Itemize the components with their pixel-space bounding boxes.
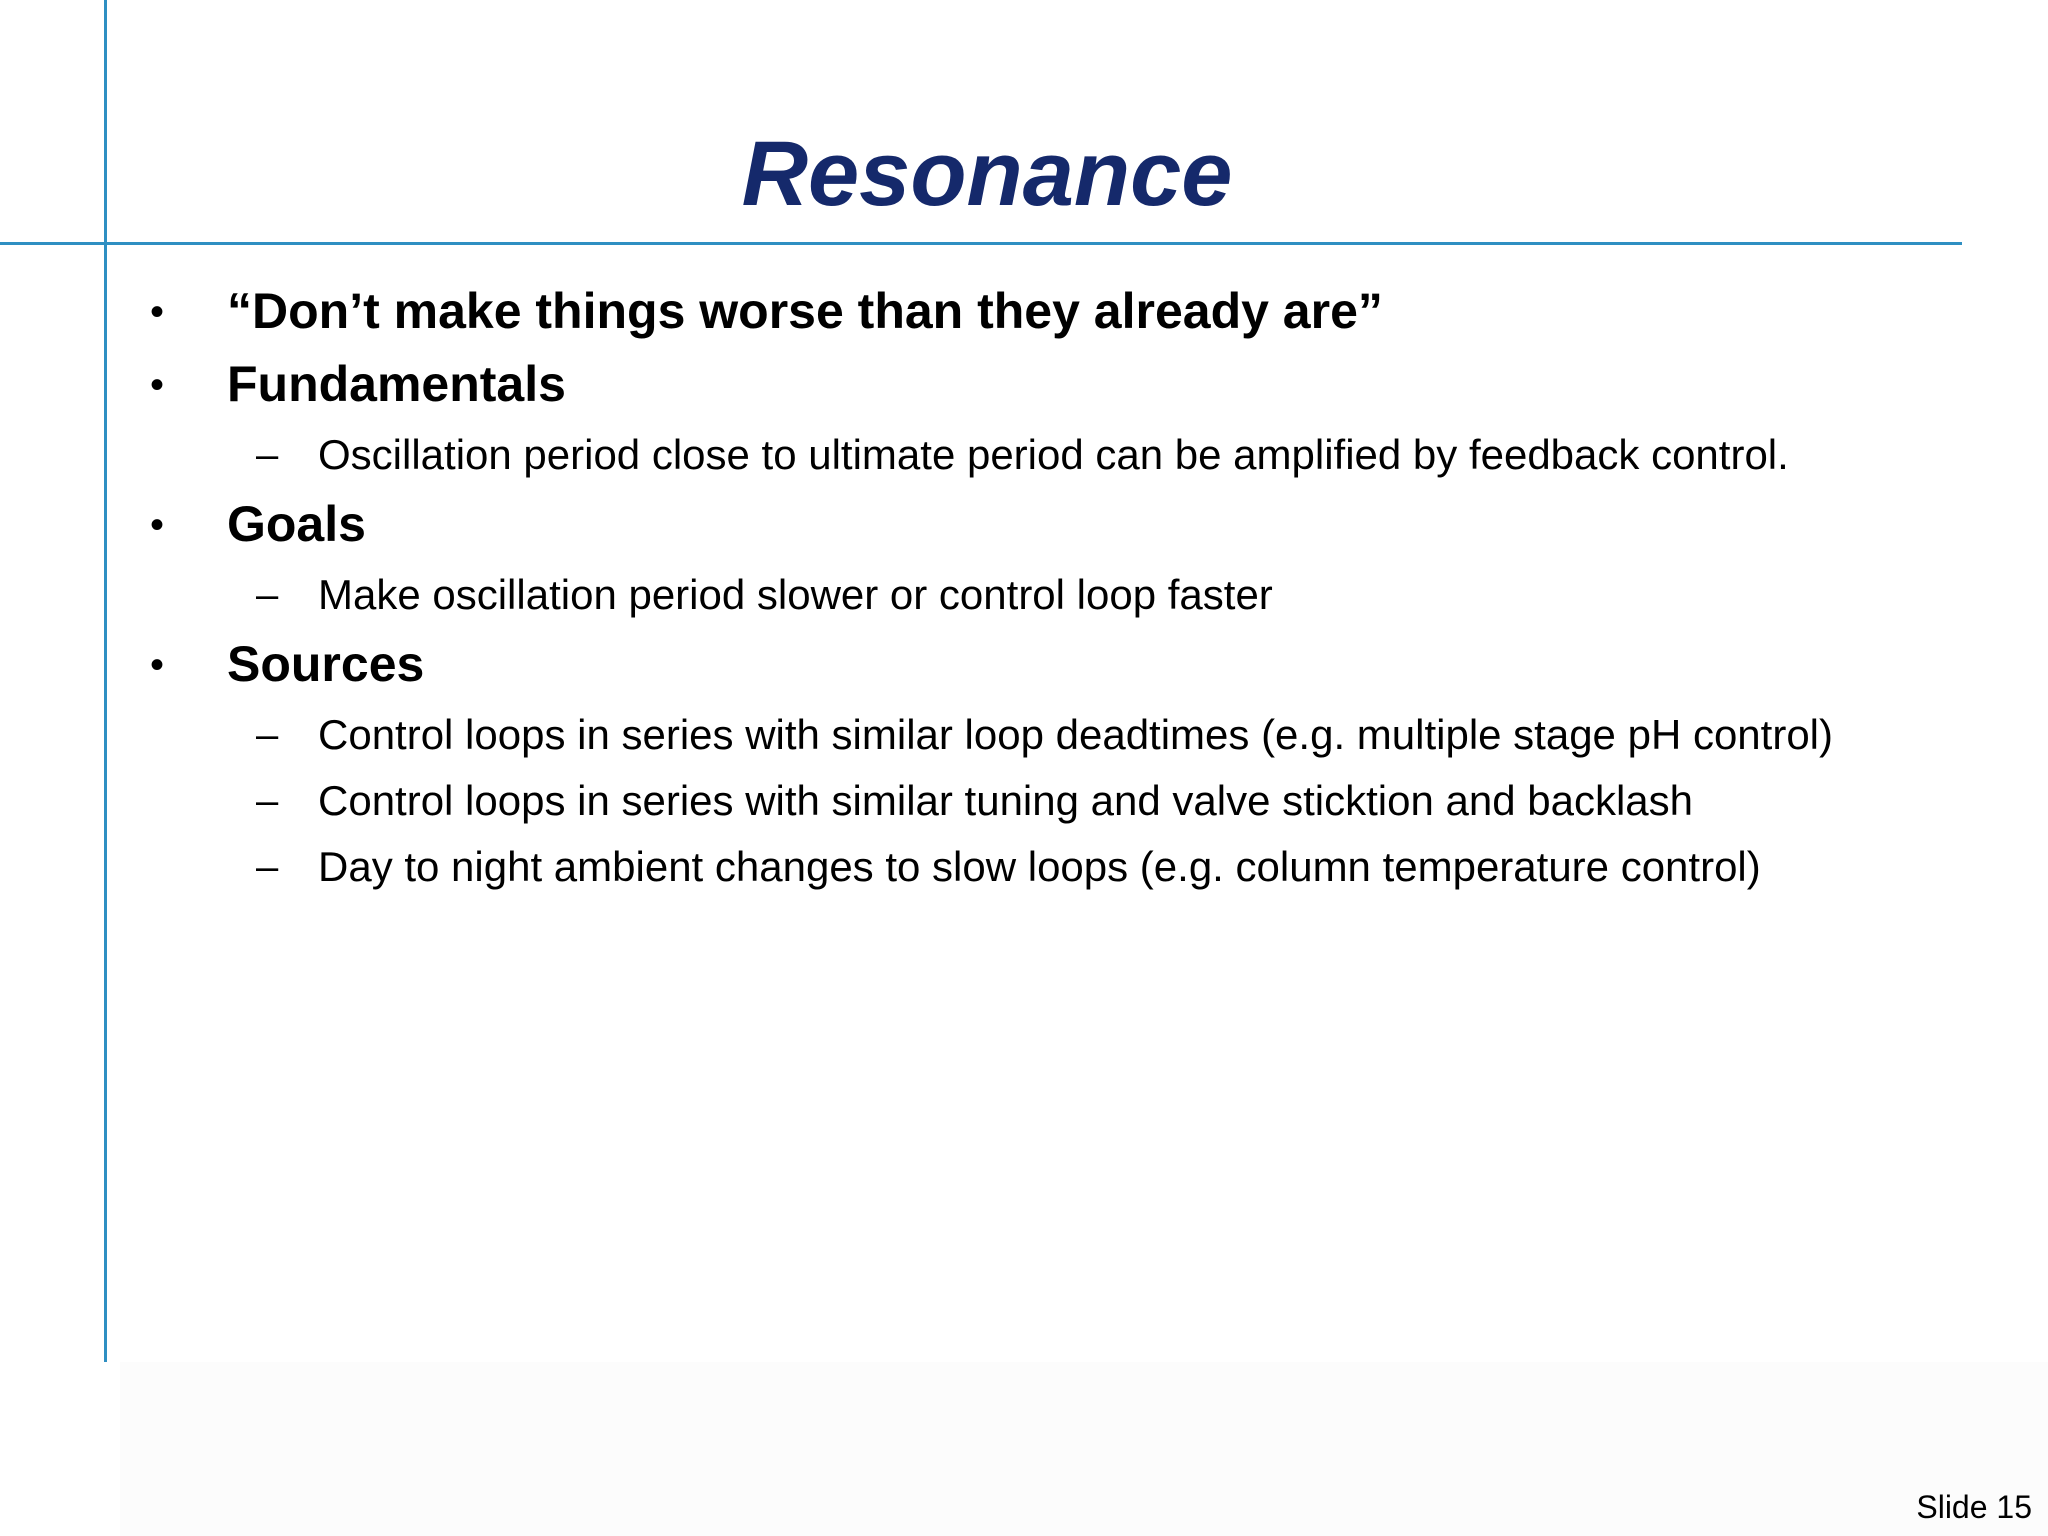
bullet-marker: • (150, 503, 165, 547)
sub-item-goals-1: Make oscillation period slower or control loop faster (318, 571, 1273, 618)
slide-number: Slide 15 (1916, 1489, 2032, 1525)
bullet-item-sources: Sources (227, 636, 425, 692)
bullet-marker: • (150, 290, 165, 334)
bullet-item-fundamentals: Fundamentals (227, 356, 566, 412)
bullet-item-goals: Goals (227, 496, 366, 552)
sub-item-fundamentals-1: Oscillation period close to ultimate period can be amplified by feedback control. (318, 431, 1789, 478)
dash-marker: – (256, 779, 279, 823)
sub-item-sources-2: Control loops in series with similar tuning and valve sticktion and backlash (318, 777, 1694, 824)
bullet-marker: • (150, 363, 165, 407)
bullet-marker: • (150, 643, 165, 687)
sub-item-sources-3: Day to night ambient changes to slow loops (e.g. column temperature control) (318, 843, 1761, 890)
dash-marker: – (256, 573, 279, 617)
slide-title: Resonance (741, 123, 1233, 225)
dash-marker: – (256, 433, 279, 477)
bullet-item-quote: “Don’t make things worse than they already are” (227, 283, 1383, 339)
dash-marker: – (256, 845, 279, 889)
dash-marker: – (256, 713, 279, 757)
sub-item-sources-1: Control loops in series with similar loop deadtimes (e.g. multiple stage pH control) (318, 711, 1833, 758)
